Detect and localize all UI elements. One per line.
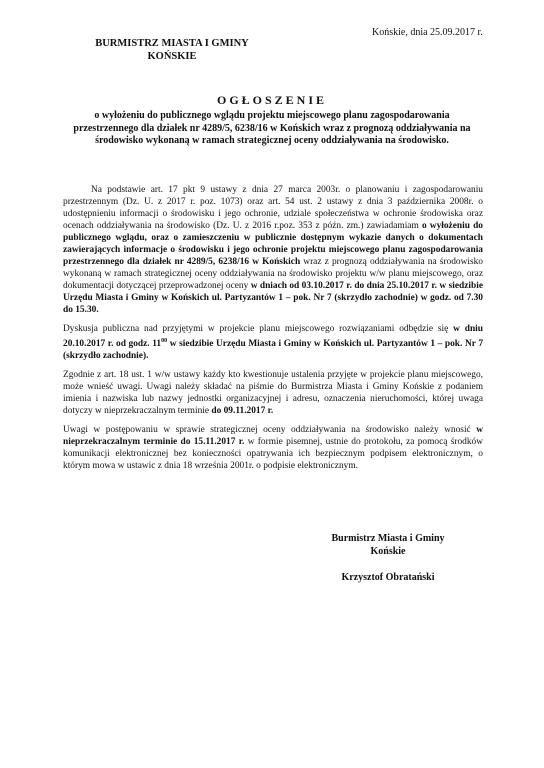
notice-text-2: wraz z prognozą oddziaływania na środowisko wykonaną w ramach strategicznej oceny oddziaływania na środowisko projektu w/w planu miejscowego, oraz dokumentacji dotyczącej przeprowadzonej oceny — [63, 257, 483, 291]
issuer-block — [82, 37, 262, 63]
notice-text-1: Na podstawie art. 17 pkt 9 ustawy z dnia 27 marca 2003r. o planowaniu i zagospodarowaniu przestrzennym (Dz. U. z 2017 r. poz. 1073) oraz art. 54 ust. 2 ustawy z dnia 3 października 2008r. o udostępnieniu informacji o środowisku i jego ochronie, udziale społeczeństwa w ochronie środowiska oraz ocenach oddziaływania na środowisko (Dz. U. z 2016 r.poz. 353 z późn. zm.) zawiadamiam — [63, 185, 483, 231]
paragraph-environment-remarks — [63, 424, 483, 472]
document-subject: o wyłożeniu do publicznego wglądu projektu miejscowego planu zagospodarowania przestrzennego dla działek nr 4289/5, 6238/16 w Końskich wraz z prognozą oddziaływania na środowisko wykonaną w ramach strategicznej oceny oddziaływania na środowisko. — [73, 110, 471, 146]
env-text-1: Uwagi w postępowaniu w sprawie strategicznej oceny oddziaływania na środowisko należy wnosić — [63, 425, 477, 436]
discussion-bold-1: w dniu 20.10.2017 r. od godz. 11 — [63, 324, 483, 350]
env-deadline: w nieprzekraczalnym terminie do 15.11.2017 r. — [63, 425, 483, 448]
notice-bold-2: w dniach od 03.10.2017 r. do dnia 25.10.2017 r. w siedzibie Urzędu Miasta i Gminy w Końskich ul. Partyzantów 1 – pok. Nr 7 (skrzydło zachodnie) w godz. od 7.30 do 15.30. — [63, 281, 483, 315]
signature-line-1: Burmistrz Miasta i Gminy — [331, 533, 445, 544]
document-date: Końskie, dnia 25.09.2017 r. — [372, 27, 483, 38]
issuer-line-2: KOŃSKIE — [147, 51, 197, 62]
paragraph-notice — [63, 184, 483, 316]
paragraph-remarks — [63, 369, 483, 417]
remarks-text-1: Zgodnie z art. 18 ust. 1 w/w ustawy każdy kto kwestionuje ustalenia przyjęte w projekcie planu miejscowego, może wnieść uwagi. Uwagi należy składać na piśmie do Burmistrza Miasta i Gminy Końskie z podaniem imienia i nazwiska lub nazwy jednostki organizacyjnej i adresu, oznaczenia nieruchomości, której uwaga dotyczy w nieprzekraczalnym terminie — [63, 370, 483, 417]
signature-block — [318, 532, 458, 558]
notice-bold-1: o wyłożeniu do publicznego wglądu, oraz o zamieszczeniu w publicznie dostępnym wykazie danych o dokumentach zawierających informacje o środowisku i jego ochronie projektu miejscowego planu zagospodarowania przestrzennego dla działek nr 4289/5, 6238/16 w Końskich — [63, 221, 483, 267]
discussion-time-minutes: 00 — [161, 338, 168, 344]
paragraph-discussion — [63, 323, 483, 362]
env-text-2: w formie pisemnej, ustnie do protokołu, za pomocą środków komunikacji elektronicznej bez konieczności opatrywania ich bezpiecznym podpisem elektronicznym, o którym mowa w ustawic z dnia 18 września 2001r. o podpisie elektronicznym. — [63, 437, 483, 472]
remarks-deadline: do 09.11.2017 r. — [211, 406, 274, 417]
issuer-line-1: BURMISTRZ MIASTA I GMINY — [95, 38, 249, 49]
signer-name: Krzysztof Obratański — [341, 572, 435, 583]
discussion-text-1: Dyskusja publiczna nad przyjętymi w projekcie planu miejscowego rozwiązaniami odbędzie się — [63, 324, 454, 334]
document-title: OGŁOSZENIE — [216, 93, 328, 107]
document-body — [63, 184, 483, 479]
discussion-bold-2: w siedzibie Urzędu Miasta i Gminy w Końskich ul. Partyzantów 1 – pok. Nr 7 (skrzydło zachodnie). — [63, 339, 484, 362]
signature-line-2: Końskie — [370, 546, 406, 557]
